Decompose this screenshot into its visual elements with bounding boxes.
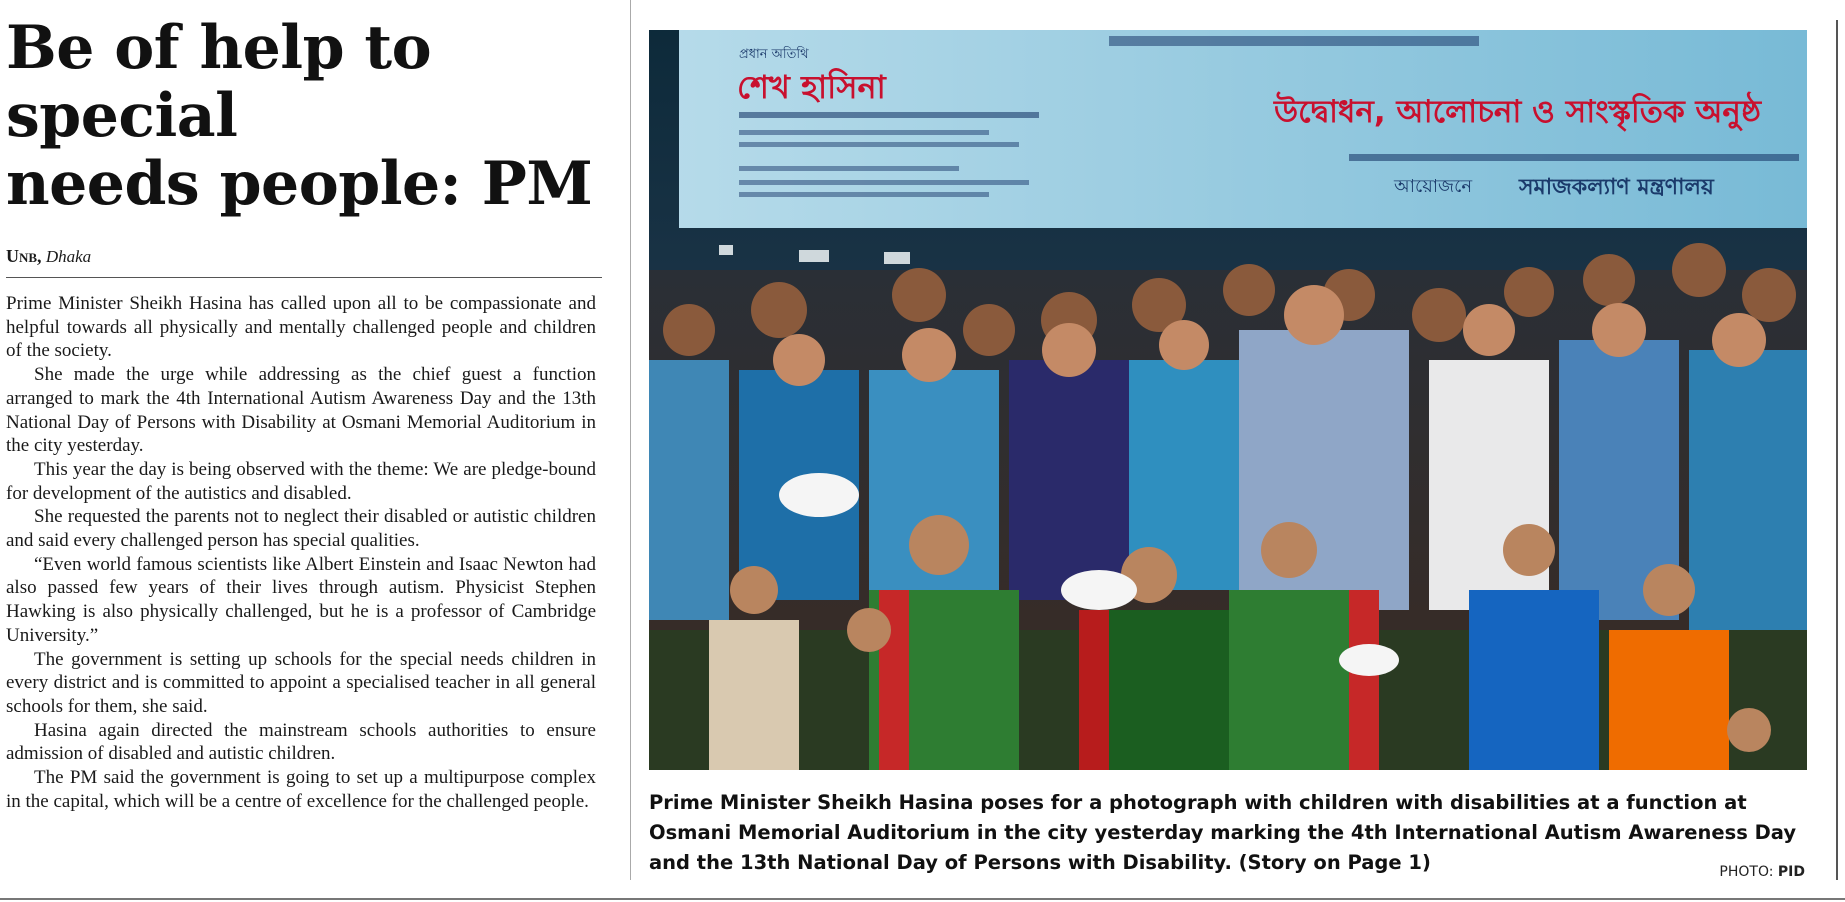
- paragraph: Prime Minister Sheikh Hasina has called upon all to be compassionate and helpful towards all physically and mentally challenged people and children of the society.: [6, 293, 596, 362]
- column-divider: [630, 0, 631, 880]
- dateline-agency: Unb,: [6, 246, 42, 266]
- right-rule: [1836, 20, 1838, 880]
- headline-line-2: needs people: PM: [6, 149, 593, 219]
- headline-line-1: Be of help to special: [6, 13, 432, 151]
- paragraph: “Even world famous scientists like Albert Einstein and Isaac Newton had also passed few years of their lives through autism. Physicist Stephen Hawking is also physically challenged, but he is a professor of Cambridge University.”: [6, 553, 596, 646]
- article-body: [6, 292, 596, 813]
- dateline-city: Dhaka: [45, 247, 92, 266]
- banner-organizer: সমাজকল্যাণ মন্ত্রণালয়: [1519, 175, 1714, 200]
- photo-credit-source: PID: [1777, 864, 1805, 880]
- photo-credit: [1719, 864, 1805, 880]
- paragraph: She made the urge while addressing as the chief guest a function arranged to mark the 4th International Autism Awareness Day and the 13th National Day of Persons with Disability at Osmani Memorial Auditorium in the city yesterday.: [6, 364, 596, 457]
- paragraph: The government is setting up schools for the special needs children in every district and is committed to appoint a specialised teacher in all general schools for them, she said.: [6, 648, 596, 717]
- paragraph: The PM said the government is going to set up a multipurpose complex in the capital, which will be a centre of excellence for the challenged people.: [6, 767, 596, 812]
- photo-credit-label: PHOTO:: [1719, 864, 1774, 880]
- headline: [6, 14, 596, 218]
- article-column: [6, 14, 596, 813]
- dateline: [6, 246, 596, 267]
- banner-name: শেখ হাসিনা: [737, 68, 886, 106]
- paragraph: This year the day is being observed with the theme: We are pledge-bound for development of the autistics and disabled.: [6, 458, 596, 504]
- news-photo: [649, 30, 1807, 770]
- banner-organizer-label: আয়োজনে: [1394, 176, 1473, 197]
- paragraph: Hasina again directed the mainstream schools authorities to ensure admission of disabled and autistic children.: [6, 719, 596, 765]
- photo-caption: Prime Minister Sheikh Hasina poses for a photograph with children with disabilities at a function at Osmani Memorial Auditorium in the city yesterday marking the 4th International Autism Awareness Day and the 13th National Day of Persons with Disability. (Story on Page 1): [649, 791, 1797, 874]
- bottom-rule: [0, 898, 1845, 900]
- paragraph: She requested the parents not to neglect their disabled or autistic children and said every challenged person has special qualities.: [6, 506, 596, 552]
- banner-event-title: উদ্বোধন, আলোচনা ও সাংস্কৃতিক অনুষ্ঠ: [1274, 94, 1762, 130]
- pm-figure: [1239, 330, 1409, 610]
- dateline-rule: [6, 277, 602, 278]
- photo-illustration: [649, 30, 1807, 770]
- banner-chief-guest-label: প্রধান অতিথি: [739, 47, 809, 62]
